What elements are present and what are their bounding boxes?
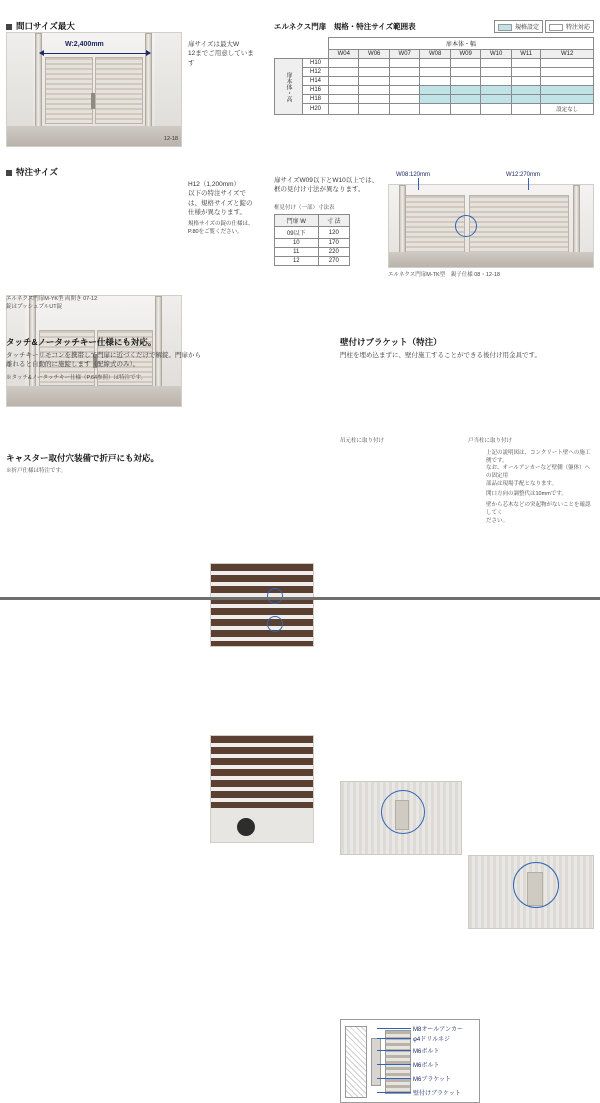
table-row bbox=[275, 95, 594, 104]
caption-max-width bbox=[188, 40, 254, 68]
legend-custom-label: 特注対応 bbox=[565, 25, 590, 31]
custom-caption-note-2: P.80をご覧ください。 bbox=[188, 228, 243, 235]
legend-swatch-custom-icon bbox=[549, 24, 563, 31]
cell bbox=[541, 77, 594, 86]
frame-width-photo-caption: エルネクス門扉M-TK型 親子仕様 08・12-18 bbox=[388, 272, 500, 278]
louver-photo bbox=[210, 563, 314, 647]
size-range-legend bbox=[494, 20, 594, 33]
col-head: W08 bbox=[420, 50, 450, 59]
cell bbox=[420, 77, 450, 86]
gate-post-section bbox=[385, 1030, 411, 1094]
footnote-3: 開口方向の調整代は10mmです。 bbox=[486, 491, 567, 498]
section-heading-max-width: 間口サイズ最大 bbox=[6, 20, 75, 32]
gate-panel-right bbox=[95, 57, 143, 124]
width-dimension-line bbox=[40, 53, 150, 54]
cell bbox=[359, 68, 389, 77]
table-row bbox=[275, 77, 594, 86]
legend-standard bbox=[494, 20, 543, 33]
frame-note-line-1: 扉サイズW09以下とW10以上では、 bbox=[274, 177, 379, 184]
bracket-footnotes bbox=[486, 450, 594, 525]
diagram-label-1: φ4ドリルネジ bbox=[413, 1037, 451, 1043]
size-range-table bbox=[274, 37, 594, 115]
cell bbox=[420, 68, 450, 77]
frame-cell: 120 bbox=[318, 227, 349, 239]
ground-3 bbox=[389, 252, 593, 267]
caster-wheel-icon bbox=[237, 818, 255, 836]
cell bbox=[450, 68, 480, 77]
frame-table-th-1: 寸 法 bbox=[318, 215, 349, 227]
caption-line-1: 扉サイズは最大W bbox=[188, 41, 240, 48]
table-row bbox=[275, 59, 594, 68]
cell bbox=[389, 104, 419, 115]
legend-custom bbox=[545, 20, 594, 33]
custom-photo-caption-1: エルネクス門扉M-YK型 両開き 07-12 bbox=[6, 296, 98, 302]
footnote-5: ださい。 bbox=[486, 517, 509, 524]
cell bbox=[481, 104, 511, 115]
cell bbox=[329, 104, 359, 115]
callout-w12: W12:270mm bbox=[506, 172, 541, 178]
row-head: H18 bbox=[303, 95, 329, 104]
row-head: H20 bbox=[303, 104, 329, 115]
cell bbox=[450, 86, 480, 95]
diagram-label-0: M8オールアンカー bbox=[413, 1027, 463, 1033]
table-row bbox=[275, 257, 350, 266]
cell bbox=[359, 77, 389, 86]
frame-cell: 220 bbox=[318, 248, 349, 257]
frame-table-body bbox=[275, 227, 350, 266]
cell bbox=[450, 77, 480, 86]
cell bbox=[511, 86, 540, 95]
custom-photo-caption-2: 錠はプッシュプルUT錠 bbox=[6, 303, 63, 310]
col-head: W12 bbox=[541, 50, 594, 59]
cell bbox=[541, 95, 594, 104]
gate-photo-max-width bbox=[6, 32, 182, 147]
highlight-circle-icon-4 bbox=[381, 790, 425, 834]
leader-line-right bbox=[528, 178, 529, 190]
cell bbox=[450, 95, 480, 104]
frame-cell: 270 bbox=[318, 257, 349, 266]
frame-size-note bbox=[274, 176, 382, 195]
caption-line-2: 12までご用意しています bbox=[188, 50, 254, 67]
table-row bbox=[275, 104, 594, 115]
cell bbox=[329, 86, 359, 95]
col-head: W07 bbox=[389, 50, 419, 59]
table-row bbox=[275, 227, 350, 239]
caster-heading: キャスター取付穴装備で折戸にも対応。 bbox=[6, 453, 160, 463]
diagram-label-3: M6ボルト bbox=[413, 1063, 440, 1069]
table-row bbox=[275, 68, 594, 77]
bullet-icon-2 bbox=[6, 170, 12, 176]
custom-caption-note-1: 規格サイズの錠の仕様は、 bbox=[188, 220, 254, 227]
cell bbox=[420, 59, 450, 68]
section-heading-custom-size: 特注サイズ bbox=[6, 166, 58, 178]
cell bbox=[511, 104, 540, 115]
touchkey-heading: タッチ&ノータッチキー仕様にも対応。 bbox=[6, 337, 157, 347]
custom-photo-caption bbox=[6, 296, 186, 311]
cell bbox=[389, 59, 419, 68]
caption-custom-size bbox=[188, 180, 256, 237]
section-caster bbox=[6, 452, 202, 476]
cell bbox=[541, 86, 594, 95]
footnote-1: なお、オールアンカーなど壁側（躯体）への固定用 bbox=[486, 465, 591, 480]
cell bbox=[329, 68, 359, 77]
table-row bbox=[275, 86, 594, 95]
section-bracket bbox=[340, 336, 594, 360]
cell bbox=[329, 59, 359, 68]
row-head: H14 bbox=[303, 77, 329, 86]
diagram-leader-2 bbox=[377, 1050, 411, 1051]
bullet-icon bbox=[6, 24, 12, 30]
col-head: W04 bbox=[329, 50, 359, 59]
table-row bbox=[275, 239, 350, 248]
photo-code-label: 12-18 bbox=[163, 136, 178, 143]
gate-photo-frame-width bbox=[388, 184, 594, 268]
cell bbox=[359, 104, 389, 115]
cell bbox=[389, 77, 419, 86]
row-head: H16 bbox=[303, 86, 329, 95]
gate-panel-left bbox=[45, 57, 93, 124]
louver-texture bbox=[211, 564, 313, 646]
cell bbox=[450, 104, 480, 115]
louver-texture-2 bbox=[211, 736, 313, 808]
highlight-circle-icon-3 bbox=[267, 616, 283, 632]
legend-swatch-standard-icon bbox=[498, 24, 512, 31]
custom-caption-line-1: H12（1,200mm） bbox=[188, 181, 241, 188]
bracket-photo-hinge-caption: 吊元柱に取り付け bbox=[340, 438, 385, 444]
cell bbox=[541, 68, 594, 77]
highlight-circle-icon-2 bbox=[267, 588, 283, 604]
wall-section bbox=[345, 1026, 367, 1098]
bracket-photo-hinge bbox=[340, 781, 462, 855]
row-head: H12 bbox=[303, 68, 329, 77]
caster-photo bbox=[210, 735, 314, 843]
row-head: H10 bbox=[303, 59, 329, 68]
diagram-label-5: 壁付けブラケット bbox=[413, 1091, 461, 1097]
section-touchkey bbox=[6, 336, 202, 383]
width-group-header: 扉本体・幅 bbox=[329, 38, 594, 50]
bracket-photo-stopper-caption: 戸当柱に取り付け bbox=[468, 438, 513, 444]
cell bbox=[420, 104, 450, 115]
footnote-0: 上記の説明図は、コンクリート壁への施工例です。 bbox=[486, 450, 591, 464]
cell bbox=[329, 95, 359, 104]
legend-standard-label: 規格設定 bbox=[515, 25, 540, 31]
diagram-label-2: M6ボルト bbox=[413, 1049, 440, 1055]
cell bbox=[481, 86, 511, 95]
cell bbox=[511, 95, 540, 104]
cell bbox=[511, 68, 540, 77]
size-range-title: エルネクス門扉 規格・特注サイズ範囲表 bbox=[274, 22, 416, 31]
highlight-circle-icon-5 bbox=[513, 862, 559, 908]
size-range-table-block bbox=[274, 20, 594, 115]
frame-width-photo-block bbox=[388, 172, 594, 272]
footnote-4: 壁から芯木などの突起物がないことを確認してく bbox=[486, 502, 591, 516]
frame-table-th-0: 門扉 W bbox=[275, 215, 319, 227]
gate-handle bbox=[91, 93, 95, 109]
diagram-label-4: M6ブラケット bbox=[413, 1077, 452, 1083]
ground-2 bbox=[7, 386, 181, 406]
width-dimension-label: W:2,400mm bbox=[65, 41, 104, 48]
callout-w08: W08:120mm bbox=[396, 172, 431, 178]
cell bbox=[511, 59, 540, 68]
frame-size-table bbox=[274, 214, 350, 266]
frame-table-title: 框見付け（一部）寸法表 bbox=[274, 205, 335, 211]
bracket-body: 門柱を埋め込まずに、壁付施工することができる後付け用金具です。 bbox=[340, 352, 541, 359]
cell bbox=[541, 59, 594, 68]
cell bbox=[450, 59, 480, 68]
diagram-leader-4 bbox=[377, 1078, 411, 1079]
caster-note: ※折戸仕様は特注です。 bbox=[6, 468, 67, 474]
cell bbox=[481, 59, 511, 68]
frame-cell: 10 bbox=[275, 239, 319, 248]
diagram-leader-0 bbox=[377, 1028, 411, 1029]
caster-floor bbox=[211, 808, 313, 842]
cell bbox=[359, 59, 389, 68]
table-row-group-header bbox=[275, 38, 594, 50]
height-group-header: 扉本体・高 bbox=[275, 59, 303, 115]
ground bbox=[7, 126, 181, 146]
cell bbox=[420, 95, 450, 104]
touchkey-note: ※タッチ&ノータッチキー仕様（P.64参照）は特注です。 bbox=[6, 374, 147, 381]
bracket-photo-stopper bbox=[468, 855, 594, 929]
diagram-leader-3 bbox=[377, 1064, 411, 1065]
cell bbox=[359, 86, 389, 95]
diagram-leader-5 bbox=[377, 1092, 411, 1093]
cell bbox=[481, 77, 511, 86]
bracket-heading: 壁付けブラケット（特注） bbox=[340, 337, 442, 347]
frame-cell: 170 bbox=[318, 239, 349, 248]
touchkey-body: タッチキーリモコンを携帯して門扉に近づくだけで解錠。門扉から離れると自動的に施錠します（配線式のみ）。 bbox=[6, 352, 201, 369]
cell bbox=[359, 95, 389, 104]
cell bbox=[481, 68, 511, 77]
cell bbox=[389, 68, 419, 77]
frame-cell: 09以下 bbox=[275, 227, 319, 239]
cell bbox=[511, 77, 540, 86]
frame-cell: 12 bbox=[275, 257, 319, 266]
diagram-leader-1 bbox=[377, 1038, 411, 1039]
custom-caption-line-4: 仕様が異なります。 bbox=[188, 209, 246, 217]
setting-none-cell: 設定なし bbox=[541, 104, 594, 115]
custom-caption-line-3: は、規格サイズと錠の bbox=[188, 199, 253, 207]
col-head: W06 bbox=[359, 50, 389, 59]
footnote-2: 部品は現場手配となります。 bbox=[486, 480, 558, 487]
gate-panel-large bbox=[469, 195, 569, 255]
frame-note-line-2: 框の見付け寸法が異なります。 bbox=[274, 186, 365, 194]
leader-line-left bbox=[418, 178, 419, 190]
col-head: W11 bbox=[511, 50, 540, 59]
highlight-circle-icon bbox=[455, 215, 477, 237]
frame-cell: 11 bbox=[275, 248, 319, 257]
cell bbox=[420, 86, 450, 95]
size-range-header bbox=[274, 20, 594, 33]
cell bbox=[481, 95, 511, 104]
col-head: W10 bbox=[481, 50, 511, 59]
frame-table-header-row bbox=[275, 215, 350, 227]
cell bbox=[389, 86, 419, 95]
bracket-diagram bbox=[340, 1019, 480, 1103]
custom-caption-line-2: 以下の特注サイズで bbox=[188, 190, 246, 198]
col-head: W09 bbox=[450, 50, 480, 59]
table-row bbox=[275, 248, 350, 257]
cell bbox=[389, 95, 419, 104]
cell bbox=[329, 77, 359, 86]
